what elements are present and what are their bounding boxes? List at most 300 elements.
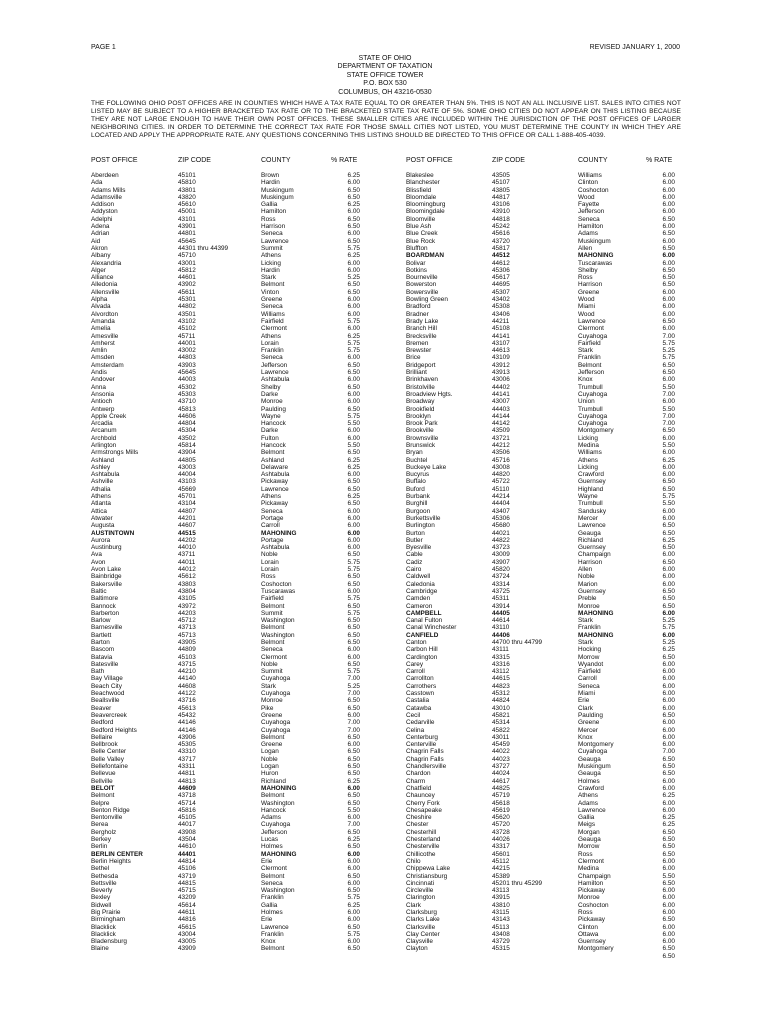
rate-cell: 6.50: [347, 383, 360, 391]
zip-code-cell: 43310: [178, 748, 196, 756]
post-office-cell: Bettsville: [91, 879, 117, 887]
rate-cell: 6.25: [347, 172, 360, 179]
zip-code-cell: 44804: [178, 420, 196, 428]
zip-code-cell: 45722: [492, 478, 510, 486]
county-cell: Athens: [578, 792, 598, 800]
post-office-cell: Blue Creek: [406, 230, 438, 238]
county-cell: Pickaway: [578, 916, 605, 924]
post-office-cell: Birmingham: [91, 916, 126, 924]
zip-code-cell: 43103: [178, 478, 196, 486]
post-office-cell: Belmont: [91, 792, 115, 800]
county-cell: Franklin: [578, 354, 601, 362]
county-cell: Fairfield: [578, 668, 601, 676]
zip-code-cell: 45712: [178, 617, 196, 625]
county-cell: Pike: [261, 704, 274, 712]
post-office-cell: Bannock: [91, 602, 116, 610]
rate-cell: 6.50: [662, 427, 675, 435]
county-cell: Stark: [261, 274, 276, 282]
post-office-cell: Adamsville: [91, 193, 122, 201]
county-cell: Trumbull: [578, 383, 603, 391]
rate-cell: 6.50: [347, 748, 360, 756]
right-county-column: [578, 172, 646, 953]
zip-code-cell: 44301 thru 44399: [178, 244, 229, 252]
zip-code-cell: 45303: [178, 390, 196, 398]
post-office-cell: Bucyrus: [406, 471, 430, 479]
rate-cell: 6.00: [662, 434, 675, 442]
header-post-office-left: POST OFFICE: [91, 157, 138, 164]
rate-cell: 5.25: [662, 347, 675, 355]
rate-cell: 6.00: [662, 697, 675, 705]
rate-cell: 5.75: [347, 244, 360, 252]
zip-code-cell: 43910: [492, 208, 510, 216]
post-office-cell: Barberton: [91, 609, 120, 617]
post-office-cell: Augusta: [91, 522, 115, 530]
zip-code-cell: 43909: [178, 945, 196, 953]
rate-cell: 6.00: [662, 631, 675, 639]
rate-cell: 5.75: [347, 412, 360, 420]
rate-cell: 6.50: [347, 573, 360, 581]
post-office-cell: Adams Mills: [91, 186, 126, 194]
post-office-cell: Bexley: [91, 894, 111, 902]
county-cell: Fairfield: [261, 595, 284, 603]
county-cell: Trumbull: [578, 500, 603, 508]
county-cell: MAHONING: [578, 609, 614, 617]
county-cell: Champaign: [578, 872, 611, 880]
rate-cell: 6.25: [662, 814, 675, 822]
rate-cell: 6.50: [347, 369, 360, 377]
county-cell: Stark: [578, 639, 593, 646]
post-office-cell: Addison: [91, 201, 115, 209]
county-cell: Greene: [261, 741, 283, 749]
zip-code-cell: 44803: [178, 354, 196, 362]
zip-code-cell: 44144: [492, 412, 510, 420]
rate-cell: 6.00: [662, 690, 675, 698]
zip-code-cell: 44811: [178, 770, 196, 778]
county-cell: Delaware: [261, 463, 288, 471]
county-cell: Carroll: [578, 675, 597, 683]
rate-cell: 6.00: [347, 230, 360, 238]
zip-code-cell: 45720: [492, 821, 510, 829]
post-office-cell: Andis: [91, 369, 107, 377]
zip-code-cell: 44203: [178, 609, 196, 617]
county-cell: Guernsey: [578, 478, 606, 486]
post-office-cell: Bloomingburg: [406, 201, 446, 209]
zip-code-cell: 45812: [178, 266, 196, 274]
county-cell: Licking: [261, 259, 281, 267]
rate-cell: 6.00: [662, 726, 675, 734]
county-cell: Paulding: [261, 405, 286, 413]
zip-code-cell: 44215: [492, 865, 510, 873]
county-cell: Paulding: [578, 711, 603, 719]
post-office-cell: Burbank: [406, 493, 430, 501]
rate-cell: 6.50: [662, 230, 675, 238]
county-cell: Summit: [261, 244, 283, 252]
rate-cell: 6.00: [347, 544, 360, 552]
zip-code-cell: 45616: [492, 230, 510, 238]
zip-code-cell: 44214: [492, 493, 510, 501]
rate-cell: 6.50: [662, 843, 675, 851]
zip-code-cell: 44404: [492, 500, 510, 508]
county-cell: Washington: [261, 799, 295, 807]
zip-code-cell: 43715: [178, 660, 196, 668]
zip-code-cell: 44022: [492, 748, 510, 756]
rate-cell: 6.50: [347, 223, 360, 231]
post-office-cell: Bidwell: [91, 901, 112, 909]
post-office-cell: Catawba: [406, 704, 432, 712]
rate-cell: 6.00: [347, 653, 360, 661]
county-cell: Gallia: [261, 201, 278, 209]
post-office-cell: Ada: [91, 179, 103, 187]
rate-cell: 6.00: [347, 208, 360, 216]
county-cell: Lawrence: [578, 522, 606, 530]
zip-code-cell: 44695: [492, 281, 510, 289]
post-office-cell: Bakersville: [91, 580, 122, 588]
county-cell: Seneca: [261, 230, 283, 238]
rate-cell: 6.00: [662, 719, 675, 727]
zip-code-cell: 43804: [178, 587, 196, 595]
county-cell: Crawford: [578, 471, 604, 479]
county-cell: Jefferson: [261, 361, 288, 369]
zip-code-cell: 44017: [178, 821, 196, 829]
zip-code-cell: 43003: [178, 463, 196, 471]
zip-code-cell: 43006: [492, 376, 510, 384]
county-cell: Hamilton: [578, 879, 604, 887]
rate-cell: 6.50: [347, 660, 360, 668]
zip-code-cell: 43721: [492, 434, 510, 442]
post-office-cell: Bedford: [91, 719, 114, 727]
zip-code-cell: 43317: [492, 843, 510, 851]
rate-cell: 6.00: [662, 741, 675, 749]
rate-cell: 6.00: [662, 259, 675, 267]
rate-cell: 5.75: [662, 624, 675, 632]
county-cell: Lawrence: [261, 369, 289, 377]
header-zip-left: ZIP CODE: [178, 157, 211, 164]
rate-cell: 6.00: [662, 865, 675, 873]
county-cell: Greene: [261, 711, 283, 719]
post-office-cell: Bourneville: [406, 274, 438, 282]
county-cell: Monroe: [578, 894, 600, 902]
county-cell: Cuyahoga: [261, 726, 291, 734]
post-office-cell: Amsden: [91, 354, 115, 362]
zip-code-cell: 44601: [178, 274, 196, 282]
county-cell: Greene: [261, 296, 283, 304]
post-office-cell: Avon: [91, 558, 106, 566]
zip-code-cell: 44122: [178, 690, 196, 698]
county-cell: Tuscarawas: [578, 259, 613, 267]
post-office-cell: Blissfield: [406, 186, 432, 194]
county-cell: Belmont: [261, 792, 285, 800]
zip-code-cell: 45107: [492, 179, 510, 187]
post-office-cell: Canal Winchester: [406, 624, 457, 632]
county-cell: Morrow: [578, 843, 600, 851]
post-office-cell: Bladensburg: [91, 938, 127, 946]
post-office-cell: Bascom: [91, 646, 115, 654]
post-office-cell: Amlin: [91, 347, 107, 355]
zip-code-cell: 44700 thru 44799: [492, 639, 543, 646]
post-office-cell: Attica: [91, 507, 107, 515]
rate-cell: 6.00: [662, 463, 675, 471]
county-cell: Seneca: [261, 646, 283, 654]
zip-code-cell: 44142: [492, 420, 510, 428]
rate-cell: 6.00: [662, 799, 675, 807]
rate-cell: 6.00: [662, 237, 675, 245]
county-cell: Hancock: [261, 441, 286, 449]
revision-date: REVISED JANUARY 1, 2000: [589, 44, 680, 51]
zip-code-cell: 44021: [492, 529, 510, 537]
rate-cell: 6.50: [347, 500, 360, 508]
zip-code-cell: 43723: [492, 544, 510, 552]
county-cell: Noble: [261, 755, 278, 763]
county-cell: Ross: [578, 850, 593, 858]
zip-code-cell: 43001: [178, 259, 196, 267]
zip-code-cell: 44817: [492, 193, 510, 201]
zip-code-cell: 45710: [178, 252, 196, 260]
post-office-cell: Barton: [91, 639, 110, 646]
rate-cell: 6.00: [662, 296, 675, 304]
county-cell: Knox: [578, 376, 593, 384]
rate-cell: 5.75: [347, 595, 360, 603]
zip-code-cell: 45701: [178, 493, 196, 501]
zip-code-cell: 45306: [492, 266, 510, 274]
post-office-cell: Burkettsville: [406, 514, 441, 522]
right-rate-column: [645, 172, 675, 960]
post-office-cell: Adrian: [91, 230, 110, 238]
rate-cell: 6.50: [347, 551, 360, 559]
county-cell: Preble: [578, 595, 597, 603]
post-office-cell: Belle Valley: [91, 755, 124, 763]
zip-code-cell: 45432: [178, 711, 196, 719]
post-office-cell: Blaine: [91, 945, 109, 953]
county-cell: Licking: [578, 463, 598, 471]
rate-cell: 6.50: [662, 281, 675, 289]
county-cell: Seneca: [261, 303, 283, 311]
county-cell: Clermont: [261, 325, 287, 333]
post-office-cell: Allensville: [91, 288, 120, 296]
zip-code-cell: 43906: [178, 733, 196, 741]
zip-code-cell: 43810: [492, 901, 510, 909]
post-office-cell: Clarks Lake: [406, 916, 440, 924]
county-cell: Monroe: [261, 398, 283, 406]
county-cell: Seneca: [261, 354, 283, 362]
rate-cell: 6.50: [662, 916, 675, 924]
rate-cell: 6.25: [347, 493, 360, 501]
rate-cell: 6.00: [347, 522, 360, 530]
county-cell: Ross: [261, 215, 276, 223]
post-office-cell: Bowersville: [406, 288, 439, 296]
header-county-right: COUNTY: [578, 157, 608, 164]
zip-code-cell: 45714: [178, 799, 196, 807]
address-line: P.O. BOX 530: [363, 80, 407, 88]
rate-cell: 6.50: [347, 449, 360, 457]
county-cell: Muskingum: [578, 237, 611, 245]
county-cell: Franklin: [261, 930, 284, 938]
county-cell: Seneca: [578, 215, 600, 223]
post-office-cell: Andover: [91, 376, 115, 384]
rate-cell: 6.00: [347, 741, 360, 749]
post-office-cell: Carbon Hill: [406, 646, 438, 654]
rate-cell: 6.50: [662, 544, 675, 552]
post-office-cell: Cincinnati: [406, 879, 435, 887]
zip-code-cell: 44141: [492, 332, 510, 340]
rate-cell: 6.00: [347, 850, 360, 858]
post-office-cell: Chesterland: [406, 836, 441, 844]
rate-cell: 5.50: [662, 872, 675, 880]
rate-cell: 6.00: [347, 303, 360, 311]
rate-cell: 6.00: [662, 566, 675, 574]
post-office-cell: Bloomville: [406, 215, 436, 223]
zip-code-cell: 43509: [492, 427, 510, 435]
county-cell: Belmont: [261, 281, 285, 289]
post-office-cell: Alexandria: [91, 259, 122, 267]
zip-code-cell: 43407: [492, 507, 510, 515]
county-cell: Coshocton: [261, 580, 292, 588]
county-cell: Stark: [261, 682, 276, 690]
agency-address-block: [0, 55, 770, 97]
post-office-cell: Broadview Hgts.: [406, 390, 453, 398]
county-cell: Sandusky: [578, 507, 607, 515]
rate-cell: 6.25: [347, 463, 360, 471]
post-office-cell: Charm: [406, 777, 426, 785]
zip-code-cell: 43728: [492, 828, 510, 836]
zip-code-cell: 45106: [178, 865, 196, 873]
post-office-cell: Cedarville: [406, 719, 435, 727]
county-cell: Clinton: [578, 923, 598, 931]
post-office-cell: Ava: [91, 551, 102, 559]
zip-code-cell: 44402: [492, 383, 510, 391]
post-office-cell: Chauncey: [406, 792, 435, 800]
county-cell: Belmont: [261, 639, 285, 646]
county-cell: Athens: [261, 252, 281, 260]
zip-code-cell: 44607: [178, 522, 196, 530]
post-office-cell: Bethel: [91, 865, 110, 873]
rate-cell: 6.00: [347, 310, 360, 318]
rate-cell: 6.50: [347, 755, 360, 763]
rate-cell: 5.75: [347, 566, 360, 574]
zip-code-cell: 45312: [492, 690, 510, 698]
zip-code-cell: 45110: [492, 485, 510, 493]
zip-code-cell: 45810: [178, 179, 196, 187]
county-cell: Hancock: [261, 806, 286, 814]
zip-code-cell: 43315: [492, 653, 510, 661]
rate-cell: 6.00: [347, 514, 360, 522]
rate-cell: 6.00: [347, 427, 360, 435]
rate-cell: 6.00: [662, 471, 675, 479]
zip-code-cell: 44141: [492, 390, 510, 398]
post-office-cell: Beallsville: [91, 697, 120, 705]
rate-cell: 6.00: [662, 580, 675, 588]
rate-cell: 7.00: [662, 748, 675, 756]
zip-code-cell: 45713: [178, 631, 196, 639]
post-office-cell: Chatfield: [406, 784, 432, 792]
county-cell: Clermont: [578, 325, 604, 333]
county-cell: Franklin: [261, 347, 284, 355]
rate-cell: 6.00: [662, 288, 675, 296]
post-office-cell: CAMPBELL: [406, 609, 442, 617]
post-office-cell: Cheshire: [406, 814, 432, 822]
post-office-cell: BERLIN CENTER: [91, 850, 143, 858]
rate-cell: 6.50: [347, 770, 360, 778]
post-office-cell: Albany: [91, 252, 111, 260]
zip-code-cell: 44813: [178, 777, 196, 785]
post-office-cell: Antwerp: [91, 405, 115, 413]
zip-code-cell: 45108: [492, 325, 510, 333]
county-cell: Lawrence: [578, 806, 606, 814]
county-cell: Noble: [578, 573, 595, 581]
post-office-cell: Caledonia: [406, 580, 435, 588]
post-office-cell: Camden: [406, 595, 431, 603]
post-office-cell: Alger: [91, 266, 106, 274]
county-cell: Washington: [261, 617, 295, 625]
post-office-cell: Chippewa Lake: [406, 865, 451, 873]
zip-code-cell: 43716: [178, 697, 196, 705]
post-office-cell: Chagrin Falls: [406, 755, 444, 763]
zip-code-cell: 43408: [492, 930, 510, 938]
zip-code-cell: 43972: [178, 602, 196, 610]
post-office-cell: Avon Lake: [91, 566, 122, 574]
county-cell: Hamilton: [578, 223, 604, 231]
post-office-cell: Clarksburg: [406, 908, 437, 916]
rate-cell: 6.00: [662, 376, 675, 384]
zip-code-cell: 43406: [492, 310, 510, 318]
county-cell: Pickaway: [261, 500, 288, 508]
rate-cell: 6.00: [662, 208, 675, 216]
post-office-cell: Blacklick: [91, 930, 116, 938]
county-cell: Noble: [261, 660, 278, 668]
rate-cell: 6.00: [662, 303, 675, 311]
rate-cell: 6.25: [347, 252, 360, 260]
rate-cell: 5.50: [347, 420, 360, 428]
rate-cell: 6.00: [347, 587, 360, 595]
zip-code-cell: 45669: [178, 485, 196, 493]
post-office-cell: Carrollton: [406, 675, 434, 683]
zip-code-cell: 44012: [178, 566, 196, 574]
rate-cell: 7.00: [347, 690, 360, 698]
post-office-cell: Brady Lake: [406, 317, 439, 325]
rate-cell: 6.25: [347, 456, 360, 464]
zip-code-cell: 45302: [178, 383, 196, 391]
post-office-cell: Bentonville: [91, 814, 123, 822]
county-cell: Geauga: [578, 755, 601, 763]
county-cell: Lorain: [261, 566, 279, 574]
post-office-cell: Buffalo: [406, 478, 426, 486]
rate-cell: 5.75: [347, 339, 360, 347]
post-office-cell: Burgoon: [406, 507, 431, 515]
rate-cell: 6.50: [347, 792, 360, 800]
post-office-cell: Arcadia: [91, 420, 113, 428]
county-cell: Mercer: [578, 514, 598, 522]
post-office-cell: Clay Center: [406, 930, 440, 938]
post-office-cell: Bedford Heights: [91, 726, 137, 734]
rate-cell: 6.00: [347, 266, 360, 274]
rate-cell: 6.50: [662, 952, 675, 960]
rate-cell: 6.00: [347, 784, 360, 792]
zip-code-cell: 43907: [492, 558, 510, 566]
zip-code-cell: 44211: [492, 317, 510, 325]
post-office-cell: Chilo: [406, 857, 421, 865]
post-office-cell: Castalia: [406, 697, 430, 705]
zip-code-cell: 43506: [492, 449, 510, 457]
post-office-cell: Chagrin Falls: [406, 748, 444, 756]
zip-code-cell: 44818: [492, 215, 510, 223]
post-office-cell: Brooklyn: [406, 412, 431, 420]
zip-code-cell: 44814: [178, 857, 196, 865]
county-cell: Coshocton: [578, 186, 609, 194]
post-office-cell: Bloomingdale: [406, 208, 445, 216]
rate-cell: 6.00: [347, 908, 360, 916]
rate-cell: 6.00: [347, 865, 360, 873]
county-cell: Cuyahoga: [578, 390, 608, 398]
rate-cell: 6.50: [662, 369, 675, 377]
